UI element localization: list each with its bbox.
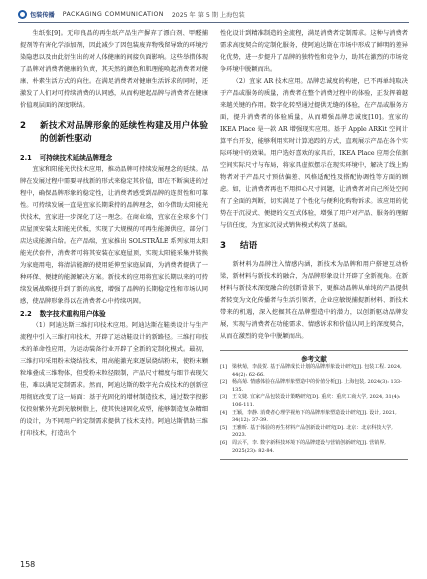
reference-number: [2] <box>220 379 228 386</box>
body-paragraph: 新材料为品牌注入情感内涵，新技术为品牌和用户搭建互动桥梁，新材料与新技术的融合，为品牌形象设计开辟了全新视角。在新材料与新技术深度融合的创新背景下，更推动品牌从单纯的产品提供者转变为文化传播者与生活引领者，企业应敏锐捕捉新材料、新技术带来的机遇，深入挖掘其在品牌塑造中的潜力，以创新驱动品牌发展，实现与消费者在功能需求、情感诉求和价值认同上的深度契合，从而在激烈的竞争中脱颖而出。 <box>220 261 408 340</box>
subsection-title: 数字技术重构用户体验 <box>39 310 106 318</box>
right-column <box>220 28 408 460</box>
references-box <box>220 350 408 460</box>
journal-english-name: PACKAGING COMMUNICATION <box>62 10 164 18</box>
reference-item <box>220 440 408 455</box>
header-divider <box>18 22 409 23</box>
reference-number: [6] <box>220 439 228 446</box>
section-number: 3 <box>220 241 226 251</box>
running-header <box>18 6 409 22</box>
subsection-number: 2.1 <box>20 154 32 162</box>
reference-item <box>220 394 408 409</box>
section-title: 新技术对品牌形象的延续性构建及用户体验的创新性驱动 <box>40 121 208 144</box>
brand-name: 包装传播 <box>30 11 55 19</box>
subsection-title: 可持续技术延续品牌理念 <box>39 154 113 162</box>
reference-text: 王雅昕. 基于体验的再生材料产品创新设计研究[D]. 北京：北京科技大学, 2023. <box>232 424 393 439</box>
reference-number: [4] <box>220 409 228 416</box>
section-title: 结语 <box>240 241 258 251</box>
subsection-heading-2-2 <box>20 308 208 320</box>
reference-text: 梁秋菊，李晨贺. 基于品牌成长计划的品牌形象设计研究[J]. 包装工程. 2024, 44(2): 62-66. <box>232 364 402 378</box>
reference-text: 杨高菊. 情感体验在品牌形象塑造中的价值分析[J]. 上海包装, 2024(3): 133-135. <box>232 379 402 393</box>
left-column <box>20 28 208 440</box>
reference-text: 王颖，李静. 消费者心理学视角下的品牌形象塑造设计研究[J]. 设计, 2021, 34(12): 37-39. <box>232 409 397 424</box>
body-paragraph: 宜家和阳能光伏技术应用，推动品牌可持续发展理念的延续。品牌在发展过程中需要寻找新的形式来稳定其价值，即在不断演进的过程中，确保品牌形象的稳定性，让消费者感受到品牌的连贯性和可靠性。可持续发展一直是宜家长期秉持的品牌理念，如今借助太阳能光伏技术，宜家进一步深化了这一理念。在商业端，宜家在全球多个门店屋顶安装太阳能光伏板，实现了大规模的可再生能源供应，部分门店达成能源自给。在产品端，宜家推出 SOLSTRÅLE 系列家用太阳能光伏套件，消费者可将其安装在家庭屋顶，实现太阳能采集并转换为家庭用电，将清洁能源的使用延伸至家庭层面，为消费者提供了一种环保、便捷的能源解决方案。新技术的应用将宜家长期以来的可持续发展战略提升到了新的高度，增强了品牌的长期稳定性和市场认同感，使品牌形象得以在消费者心中持续巩固。 <box>20 166 208 305</box>
journal-brand <box>18 10 55 19</box>
journal-logo-icon <box>18 10 27 19</box>
reference-number: [3] <box>220 394 228 401</box>
reference-item <box>220 425 408 440</box>
reference-number: [1] <box>220 364 228 370</box>
reference-text: 王文婕. 宜家产品包装设计策略研究[D]. 重庆：重庆工商大学, 2024, 31(4): 106-111. <box>232 394 401 408</box>
section-heading-2 <box>20 120 208 146</box>
reference-item <box>220 364 408 379</box>
body-paragraph: （2）宜家 AR 技术应用。品牌忠诚度的构建，已不再单纯取决于产品或服务的质量，消费者在整个消费过程中的体验，正发挥着越来越关键的作用。数字化转型通过提供无缝的体验，在产品或服务方面，提升消费者的体验质量，从而增强品牌忠诚度[10]。宜家的 IKEA Place 是一款 AR 增强现实应用。基于 Apple ARKit 空间计算平台开发，能够利用实时计算追踪的方式，直观展示产品在各个实际环境中的效果。用户选好喜欢的家具后，IKEA Place 应用会依据空间实际尺寸与布局，将家具虚拟摆示在现实环境中，解决了线上购物者对于产品尺寸预估偏差、风格适配性及搭配协调性等方面的顾虑。如，让消费者再也不用担心尺寸问题，让消费者对自己所处空间有了全面的判断，切实满足了个性化与便利化购物诉求。该应用的优势在于沉浸式、便捷的交互式体验，增强了用户对产品、服务的理解与信任度，为宜家沉浸式销售模式构筑了基础。 <box>220 78 408 229</box>
issue-info: 2025 年 第 5 期 上海包装 <box>171 11 245 19</box>
body-paragraph: 生纸张[9]。无印良品的再生纸产品生产摒弃了漂白剂、甲醛捕捉剂等有害化学添加剂，因此减少了因包装废弃物残留导致的环境污染隐患以及由此衍生出的对人体健康的间接负面影响。这些举措体现了品牌对消费者健康的负责，其天然的颜色和肌理能唤起消费者对健康、朴素生活方式的向往。在满足消费者对健康生活诉求的同时，还激发了人们对可持续消费的认同感，从而构建起品牌与消费者在健康价值观层面的深度联结。 <box>20 30 208 109</box>
reference-item <box>220 379 408 394</box>
body-paragraph: （1）阿迪达斯三维打印技术应用。阿迪达斯在鞋类设计与生产流程中引入三维打印技术，开辟了运动鞋设计的新路径。三维打印技术的革命性应用，为运动装备行业开辟了全新的定制化模式。最初，三维打印采用粉末烧结技术，用高能激光束逐层烧结粉末，使粉末颗粒堆叠成三维物体，但受粉末粒径限制，产品尺寸精度与细节表现欠佳，难以满足定制需求。然而，阿迪达斯的数字光合成技术的创新应用彻底改变了这一局面：基于光固化的增材制造技术，通过数字投影仪投射紫外光到光敏树脂上，使其快速固化成型，能够制造复杂精细的设计，为不同用户的定制需求提供了技术支持。阿迪达斯借助三维打印技术，打造出个 <box>20 322 208 437</box>
reference-text: 周云平，李. 数字新科技环境下的品牌建设与营销创新研究[J]. 营销界, 2025(23): 82-84. <box>232 439 386 454</box>
subsection-heading-2-1 <box>20 152 208 164</box>
section-number: 2 <box>20 121 26 131</box>
section-heading-3 <box>220 240 408 253</box>
references-title: 参考文献 <box>301 355 327 363</box>
body-paragraph: 性化设计到精准制造的全流程，满足消费者定制需求。这种与消费者需求高度契合的定制化服务，使阿迪达斯在市场中形成了鲜明的差异化优势，进一步提升了品牌的独特性和竞争力，助其在激烈的市场竞争环境中脱颖而出。 <box>220 30 408 73</box>
reference-item <box>220 410 408 425</box>
page-number: 158 <box>20 560 36 569</box>
reference-number: [5] <box>220 424 228 431</box>
subsection-number: 2.2 <box>20 310 32 318</box>
